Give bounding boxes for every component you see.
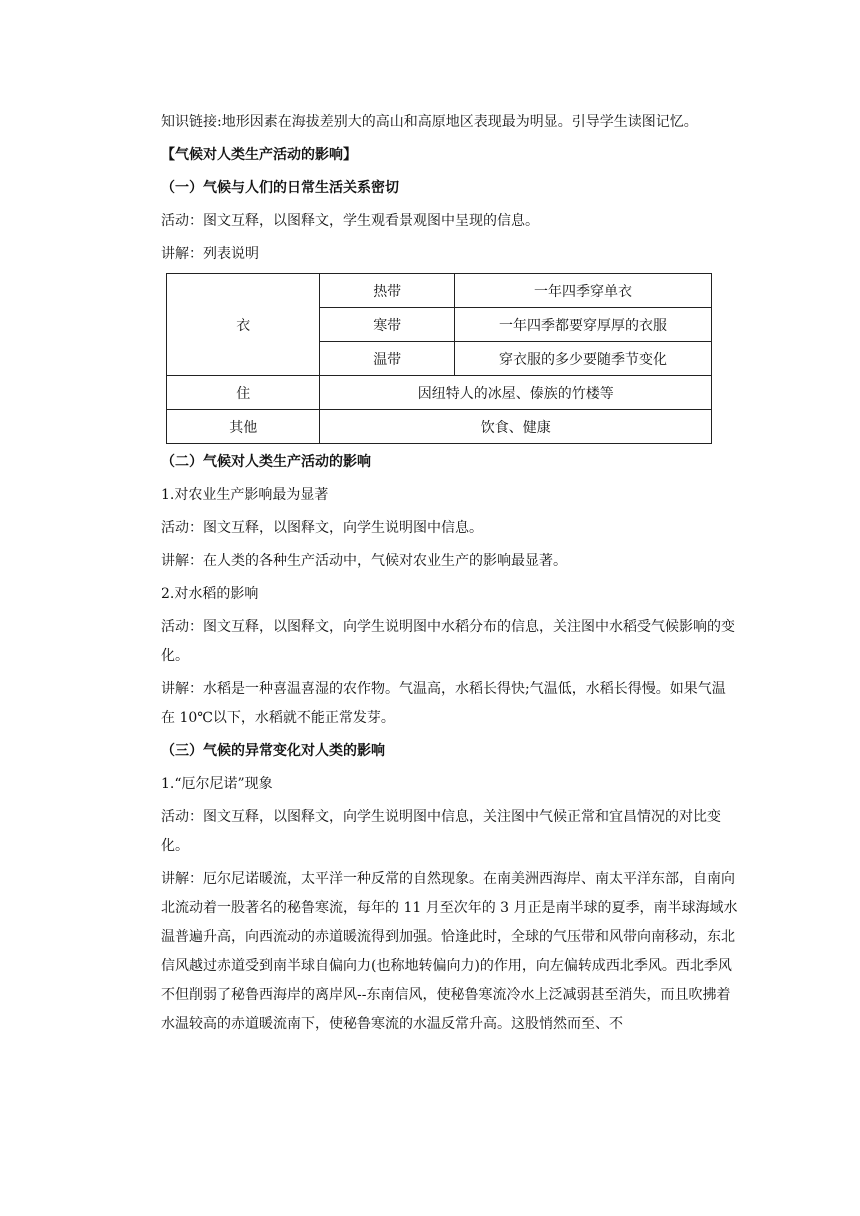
table-cell-frigid: 寒带: [320, 308, 455, 342]
activity-paragraph-2: 活动：图文互释，以图释文，向学生说明图中信息。: [161, 520, 483, 536]
table-row: [167, 376, 712, 410]
explanation-paragraph-4: 讲解：厄尔尼诺暖流，太平洋一种反常的自然现象。在南美洲西海岸、南太平洋东部，自南向北流动着一股著名的秘鲁寒流，每年的 11 月至次年的 3 月正是南半球的夏季，南半球海域水温普遍升高，向西流动的赤道暖流得到加强。恰逢此时，全球的气压带和风带向南移动，东北信风越过赤道受到南半球自偏向力(也称地转偏向力)的作用，向左偏转成西北季风。西北季风不但削弱了秘鲁西海岸的离岸风--东南信风，使秘鲁寒流冷水上泛减弱甚至消失，而且吹拂着水温较高的赤道暖流南下，使秘鲁寒流的水温反常升高。这股悄然而至、不: [161, 871, 738, 1032]
explanation-paragraph-3: 讲解：水稻是一种喜温喜湿的农作物。气温高，水稻长得快;气温低，水稻长得慢。如果气温在 10℃以下，水稻就不能正常发芽。: [161, 681, 726, 726]
subsection-heading-abnormal: （三）气候的异常变化对人类的影响: [161, 743, 385, 759]
table-cell-other: 其他: [167, 410, 320, 444]
table-cell-tropical-desc: 一年四季穿单衣: [454, 274, 711, 308]
table-cell-temperate: 温带: [320, 342, 455, 376]
table-cell-tropical: 热带: [320, 274, 455, 308]
section-heading-climate-impact: 【气候对人类生产活动的影响】: [161, 147, 357, 163]
table-cell-housing: 住: [167, 376, 320, 410]
activity-paragraph-1: 活动：图文互释，以图释文，学生观看景观图中呈现的信息。: [161, 213, 539, 229]
document-content: [161, 108, 738, 1039]
table-cell-other-desc: 饮食、健康: [320, 410, 712, 444]
table-cell-temperate-desc: 穿衣服的多少要随季节变化: [454, 342, 711, 376]
activity-paragraph-3: 活动：图文互释，以图释文，向学生说明图中水稻分布的信息，关注图中水稻受气候影响的变化。: [161, 619, 735, 664]
table-row: [167, 274, 712, 308]
list-item-rice: 2.对水稻的影响: [161, 586, 259, 602]
explanation-paragraph-2: 讲解：在人类的各种生产活动中，气候对农业生产的影响最显著。: [161, 553, 567, 569]
table-row: [167, 410, 712, 444]
knowledge-link-paragraph: 知识链接:地形因素在海拔差别大的高山和高原地区表现最为明显。引导学生读图记忆。: [161, 114, 698, 130]
explanation-paragraph-1: 讲解：列表说明: [161, 246, 259, 262]
list-item-el-nino: 1.“厄尔尼诺”现象: [161, 776, 273, 792]
table-cell-frigid-desc: 一年四季都要穿厚厚的衣服: [454, 308, 711, 342]
subsection-heading-daily-life: （一）气候与人们的日常生活关系密切: [161, 180, 399, 196]
list-item-agriculture: 1.对农业生产影响最为显著: [161, 487, 329, 503]
activity-paragraph-4: 活动：图文互释，以图释文，向学生说明图中信息，关注图中气候正常和宜昌情况的对比变化。: [161, 809, 721, 854]
table-cell-clothing: 衣: [167, 274, 320, 376]
table-cell-housing-desc: 因纽特人的冰屋、傣族的竹楼等: [320, 376, 712, 410]
climate-life-table: [166, 273, 712, 444]
subsection-heading-production: （二）气候对人类生产活动的影响: [161, 454, 371, 470]
